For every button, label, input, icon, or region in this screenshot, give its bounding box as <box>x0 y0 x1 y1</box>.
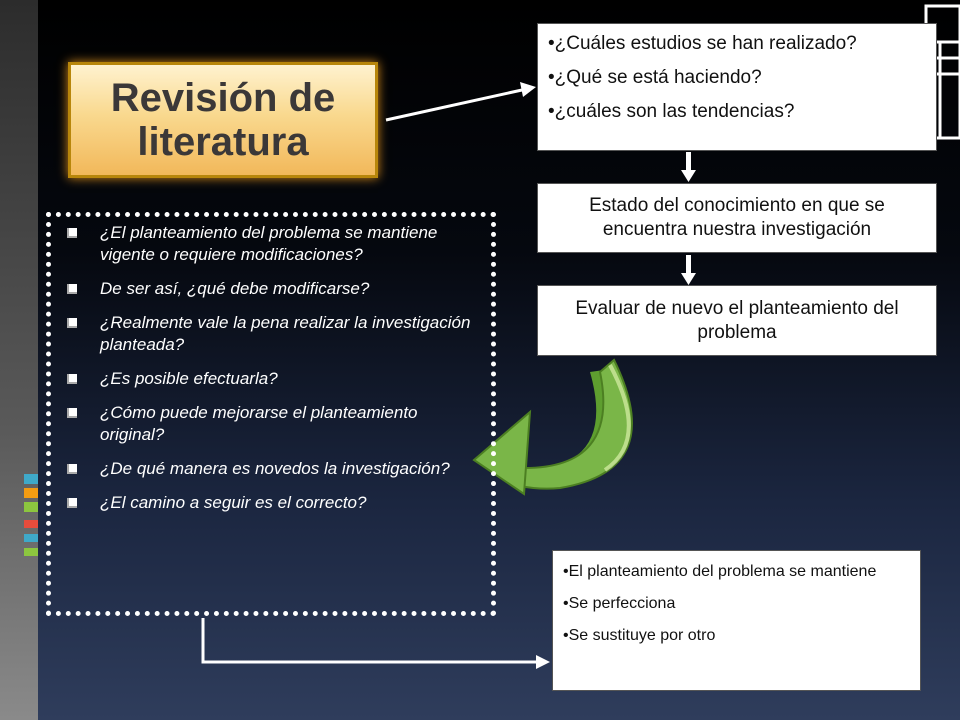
questions-top-box <box>537 23 937 151</box>
square-bullet-icon <box>67 498 77 508</box>
list-item: ¿Realmente vale la pena realizar la investigación planteada? <box>100 312 480 356</box>
list-item: ¿El camino a seguir es el correcto? <box>100 492 480 514</box>
square-bullet-icon <box>67 464 77 474</box>
arrow-title-to-questions <box>386 82 536 120</box>
evaluate-text: Evaluar de nuevo el planteamiento del problema <box>575 297 899 343</box>
square-bullet-icon <box>67 374 77 384</box>
list-item: ¿Cómo puede mejorarse el planteamiento original? <box>100 402 480 446</box>
list-item: De ser así, ¿qué debe modificarse? <box>100 278 480 300</box>
knowledge-state-box <box>537 183 937 253</box>
slide-title: Revisión de literatura <box>110 76 336 164</box>
square-bullet-icon <box>67 228 77 238</box>
list-item: ¿Es posible efectuarla? <box>100 368 480 390</box>
top-question: •¿Qué se está haciendo? <box>548 67 762 88</box>
arrow-to-outcomes <box>203 618 550 669</box>
knowledge-state-text: Estado del conocimiento en que se encuentra nuestra investigación <box>589 195 885 240</box>
questions-list <box>100 222 480 526</box>
title-box <box>68 62 378 178</box>
square-bullet-icon <box>67 408 77 418</box>
evaluate-box <box>537 285 937 356</box>
outcome-item: •El planteamiento del problema se mantiene <box>563 563 877 580</box>
top-question: •¿Cuáles estudios se han realizado? <box>548 33 857 54</box>
curved-return-arrow <box>474 360 632 494</box>
left-color-stripes <box>24 474 38 556</box>
outcome-item: •Se sustituye por otro <box>563 627 716 644</box>
arrow-down-2 <box>681 255 696 285</box>
list-item: ¿De qué manera es novedos la investigación? <box>100 458 480 480</box>
outcomes-box <box>552 550 921 691</box>
square-bullet-icon <box>67 318 77 328</box>
list-item: ¿El planteamiento del problema se mantiene vigente o requiere modificaciones? <box>100 222 480 266</box>
arrow-down-1 <box>681 152 696 182</box>
outcome-item: •Se perfecciona <box>563 595 676 612</box>
square-bullet-icon <box>67 284 77 294</box>
top-question: •¿cuáles son las tendencias? <box>548 101 795 122</box>
